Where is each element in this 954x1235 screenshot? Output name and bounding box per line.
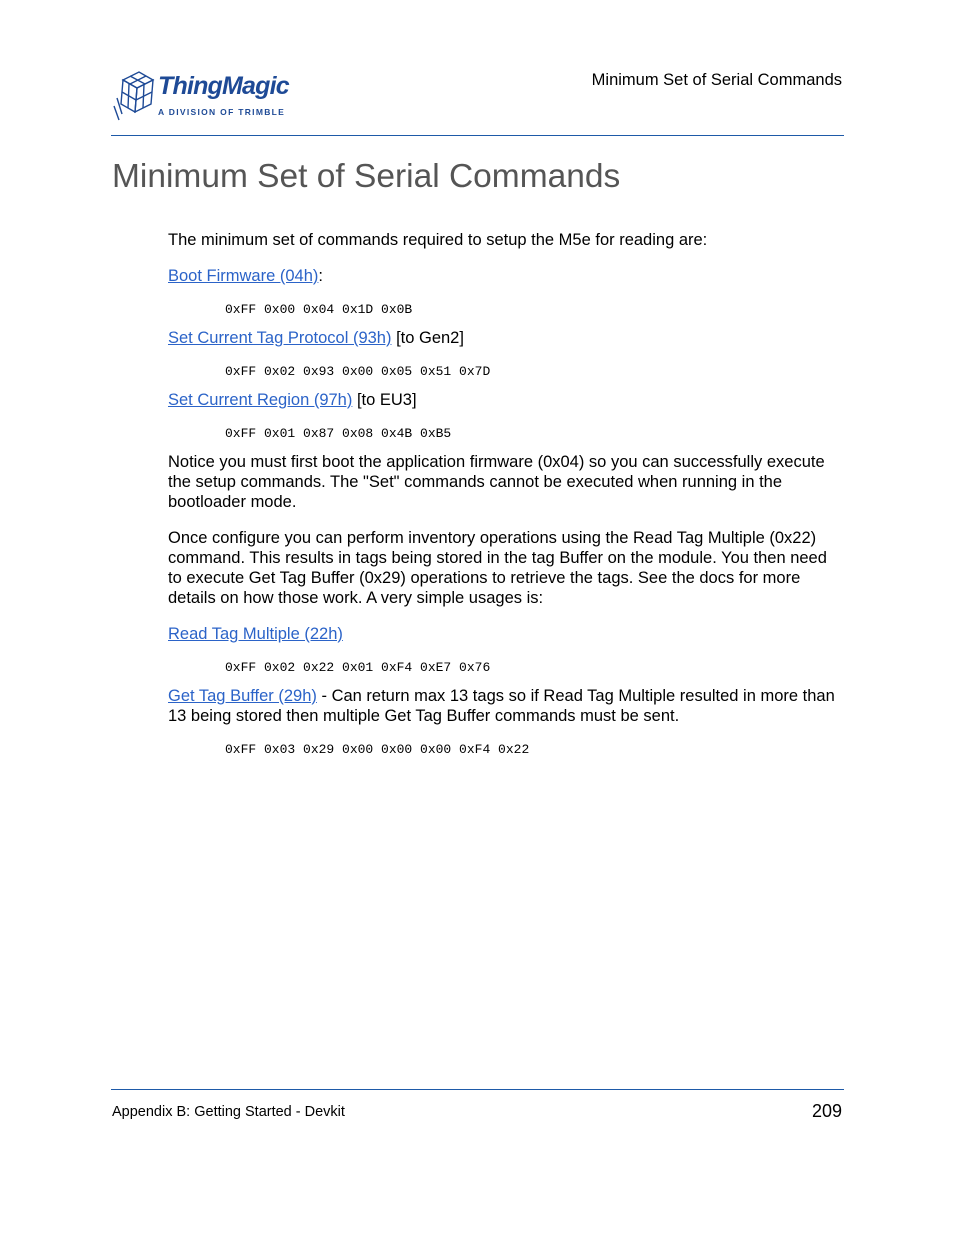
intro-paragraph: The minimum set of commands required to setup the M5e for reading are: [168, 231, 708, 249]
thingmagic-logo [113, 68, 313, 124]
logo-wordmark: ThingMagic [158, 72, 289, 100]
get-buffer-link[interactable]: Get Tag Buffer (29h) [168, 687, 317, 705]
read-multiple-link[interactable]: Read Tag Multiple (22h) [168, 625, 343, 643]
region-code: 0xFF 0x01 0x87 0x08 0x4B 0xB5 [225, 426, 452, 441]
logo-tagline: A DIVISION OF TRIMBLE [158, 107, 286, 117]
page-number: 209 [811, 1101, 842, 1121]
read-multiple-line [168, 624, 844, 644]
running-header: Minimum Set of Serial Commands [591, 71, 842, 89]
cube-wireframe-icon [113, 68, 157, 124]
boot-firmware-line [168, 266, 844, 286]
get-buffer-line [168, 686, 844, 726]
boot-firmware-link[interactable]: Boot Firmware (04h) [168, 267, 319, 285]
read-multiple-code: 0xFF 0x02 0x22 0x01 0xF4 0xE7 0x76 [225, 660, 491, 675]
boot-firmware-suffix: : [318, 267, 323, 285]
inventory-paragraph: Once configure you can perform inventory operations using the Read Tag Multiple (0x22) command. This results in tags being stored in the tag Buffer on the module. You then need to execute Get Tag Buffer (0x29) operations to retrieve the tags. See the docs for more details on how those work. A very simple usages is: [168, 529, 827, 607]
tag-protocol-link[interactable]: Set Current Tag Protocol (93h) [168, 329, 392, 347]
tag-protocol-code: 0xFF 0x02 0x93 0x00 0x05 0x51 0x7D [225, 364, 491, 379]
boot-firmware-code: 0xFF 0x00 0x04 0x1D 0x0B [225, 302, 413, 317]
region-line [168, 390, 844, 410]
document-body [168, 230, 844, 768]
header-rule [111, 135, 844, 136]
region-link[interactable]: Set Current Region (97h) [168, 391, 353, 409]
footer-section: Appendix B: Getting Started - Devkit [112, 1104, 345, 1120]
notice-paragraph: Notice you must first boot the application firmware (0x04) so you can successfully execute the setup commands. The "Set" commands cannot be executed when running in the bootloader mode. [168, 453, 825, 511]
get-buffer-code: 0xFF 0x03 0x29 0x00 0x00 0x00 0xF4 0x22 [225, 742, 530, 757]
page-title: Minimum Set of Serial Commands [112, 158, 621, 195]
region-suffix: [to EU3] [352, 391, 417, 409]
tag-protocol-suffix: [to Gen2] [391, 329, 464, 347]
get-buffer-suffix: - Can return max 13 tags so if Read Tag Multiple resulted in more than 13 being stored then multiple Get Tag Buffer commands must be sent. [168, 687, 835, 725]
footer-rule [111, 1089, 844, 1090]
tag-protocol-line [168, 328, 844, 348]
